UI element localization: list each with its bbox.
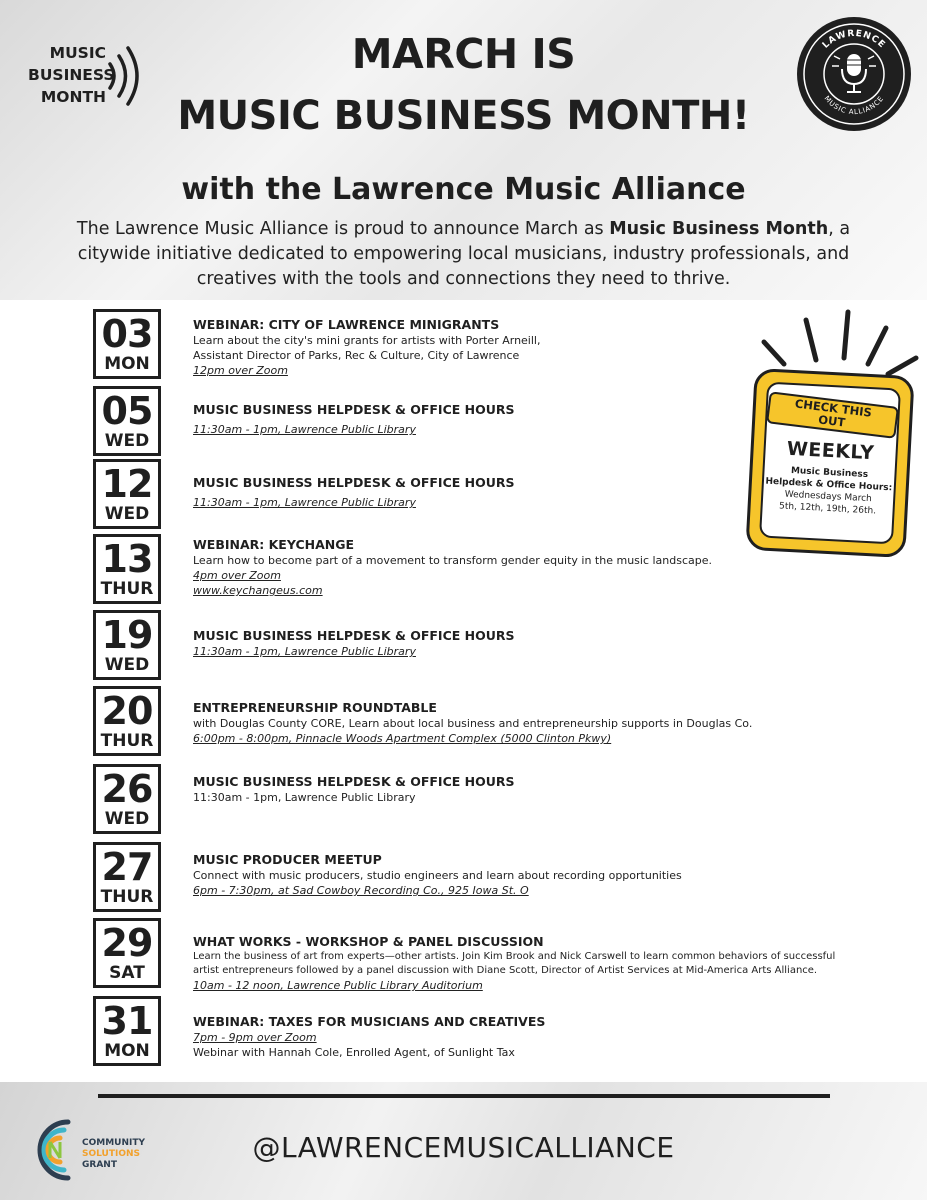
event-day: 31 — [101, 999, 153, 1043]
callout-line-1: Wednesdays March — [784, 489, 872, 505]
event-day: 20 — [101, 689, 153, 733]
callout-card — [745, 368, 914, 558]
grant-logo-icon — [24, 1110, 84, 1190]
date-box — [93, 610, 161, 680]
check-this-out-callout — [736, 302, 924, 572]
event-title: MUSIC BUSINESS HELPDESK & OFFICE HOURS — [193, 628, 515, 643]
event-description: Learn how to become part of a movement to transform gender equity in the music landscape. — [193, 554, 713, 567]
event-description: Connect with music producers, studio engineers and learn about recording opportunities — [193, 869, 682, 882]
grant-line-3: GRANT — [82, 1160, 117, 1170]
grant-line-2: SOLUTIONS — [82, 1149, 141, 1159]
event-day: 26 — [101, 767, 153, 811]
event-title: ENTREPRENEURSHIP ROUNDTABLE — [193, 700, 437, 715]
event-title: MUSIC BUSINESS HELPDESK & OFFICE HOURS — [193, 774, 515, 789]
badge-top-text: LAWRENCE — [820, 28, 888, 51]
event-description: 11:30am - 1pm, Lawrence Public Library — [193, 791, 416, 804]
event-day: 27 — [101, 845, 153, 889]
date-box — [93, 764, 161, 834]
event-day: 12 — [101, 462, 153, 506]
event-item — [93, 686, 903, 756]
intro-paragraph — [45, 217, 882, 292]
event-website-link[interactable]: www.keychangeus.com — [193, 584, 323, 597]
event-description: artist entrepreneurs followed by a panel discussion with Diane Scott, Director of Artist Services at Mid-America Arts Alliance. — [193, 965, 818, 976]
event-description: with Douglas County CORE, Learn about local business and entrepreneurship supports in Douglas Co. — [193, 717, 753, 730]
date-box — [93, 534, 161, 604]
event-weekday: SAT — [109, 963, 145, 983]
date-box — [93, 459, 161, 529]
event-item — [93, 764, 903, 834]
event-weekday: THUR — [100, 731, 154, 751]
event-time-link[interactable]: 6pm - 7:30pm, at Sad Cowboy Recording Co., 925 Iowa St. O — [193, 884, 529, 897]
date-box — [93, 309, 161, 379]
event-time-link[interactable]: 11:30am - 1pm, Lawrence Public Library — [193, 496, 416, 509]
date-box — [93, 918, 161, 988]
grant-line-1: COMMUNITY — [82, 1138, 146, 1148]
date-box — [93, 842, 161, 912]
callout-inner — [759, 382, 901, 545]
social-handle[interactable]: @LAWRENCEMUSICALLIANCE — [252, 1131, 675, 1164]
event-description: Learn the business of art from experts—other artists. Join Kim Brook and Nick Carswell to learn common behaviors of successful — [193, 951, 836, 962]
event-weekday: WED — [104, 431, 150, 451]
lawrence-music-alliance-badge — [794, 14, 914, 134]
page-title-line-2: MUSIC BUSINESS MONTH! — [177, 93, 750, 139]
event-weekday: MON — [104, 1041, 150, 1061]
event-description: Assistant Director of Parks, Rec & Culture, City of Lawrence — [193, 349, 520, 362]
event-time-link[interactable]: 10am - 12 noon, Lawrence Public Library Auditorium — [193, 979, 483, 992]
event-time-link[interactable]: 11:30am - 1pm, Lawrence Public Library — [193, 423, 416, 436]
event-description: Webinar with Hannah Cole, Enrolled Agent, of Sunlight Tax — [193, 1046, 515, 1059]
logo-line-1: MUSIC — [49, 44, 106, 62]
community-solutions-grant-logo — [24, 1110, 174, 1190]
event-item — [93, 842, 903, 912]
date-box — [93, 386, 161, 456]
footer-divider — [98, 1094, 830, 1098]
callout-bold-line-1: Music Business — [790, 465, 869, 481]
event-description: Learn about the city's mini grants for artists with Porter Arneill, — [193, 334, 541, 347]
event-day: 03 — [101, 312, 153, 356]
intro-after: , a citywide initiative dedicated to empowering local musicians, industry professionals, and creatives with the tools and connections they need to thrive. — [77, 219, 851, 289]
event-title: WHAT WORKS - WORKSHOP & PANEL DISCUSSION — [193, 934, 544, 949]
event-title: WEBINAR: TAXES FOR MUSICIANS AND CREATIVES — [193, 1014, 546, 1029]
intro-before: The Lawrence Music Alliance is proud to announce March as — [76, 219, 610, 239]
event-time-link[interactable]: 12pm over Zoom — [193, 364, 288, 377]
callout-line-2: 5th, 12th, 19th, 26th. — [778, 501, 877, 517]
event-weekday: WED — [104, 504, 150, 524]
event-day: 13 — [101, 537, 153, 581]
page-title-line-1: MARCH IS — [351, 30, 576, 78]
event-item — [93, 996, 903, 1066]
event-time-link[interactable]: 11:30am - 1pm, Lawrence Public Library — [193, 645, 416, 658]
event-time-link[interactable]: 4pm over Zoom — [193, 569, 281, 582]
date-box — [93, 686, 161, 756]
logo-text — [28, 42, 115, 108]
logo-line-3: MONTH — [40, 88, 106, 106]
event-weekday: MON — [104, 354, 150, 374]
weekly-heading: WEEKLY — [786, 437, 875, 465]
event-weekday: THUR — [100, 887, 154, 907]
callout-bold-line-2: Helpdesk & Office Hours: — [765, 476, 893, 494]
event-weekday: WED — [104, 655, 150, 675]
date-box — [93, 996, 161, 1066]
event-weekday: THUR — [100, 579, 154, 599]
logo-line-2: BUSINESS — [28, 66, 115, 84]
check-this-out-label: CHECK THIS OUT — [766, 391, 899, 439]
event-item — [93, 918, 903, 992]
event-day: 05 — [101, 389, 153, 433]
event-time-link[interactable]: 7pm - 9pm over Zoom — [193, 1031, 317, 1044]
event-day: 19 — [101, 613, 153, 657]
page-subtitle: with the Lawrence Music Alliance — [181, 172, 746, 207]
event-day: 29 — [101, 921, 153, 965]
event-item — [93, 610, 903, 680]
event-weekday: WED — [104, 809, 150, 829]
badge-bottom-text: MUSIC ALLIANCE — [822, 94, 886, 117]
grant-text — [82, 1138, 145, 1171]
event-title: MUSIC BUSINESS HELPDESK & OFFICE HOURS — [193, 402, 515, 417]
badge-graphic — [794, 14, 914, 134]
event-title: MUSIC PRODUCER MEETUP — [193, 852, 382, 867]
event-time-link[interactable]: 6:00pm - 8:00pm, Pinnacle Woods Apartment Complex (5000 Clinton Pkwy) — [193, 732, 612, 745]
event-title: WEBINAR: CITY OF LAWRENCE MINIGRANTS — [193, 317, 500, 332]
intro-bold: Music Business Month — [609, 219, 829, 239]
event-title: MUSIC BUSINESS HELPDESK & OFFICE HOURS — [193, 475, 515, 490]
event-title: WEBINAR: KEYCHANGE — [193, 537, 355, 552]
